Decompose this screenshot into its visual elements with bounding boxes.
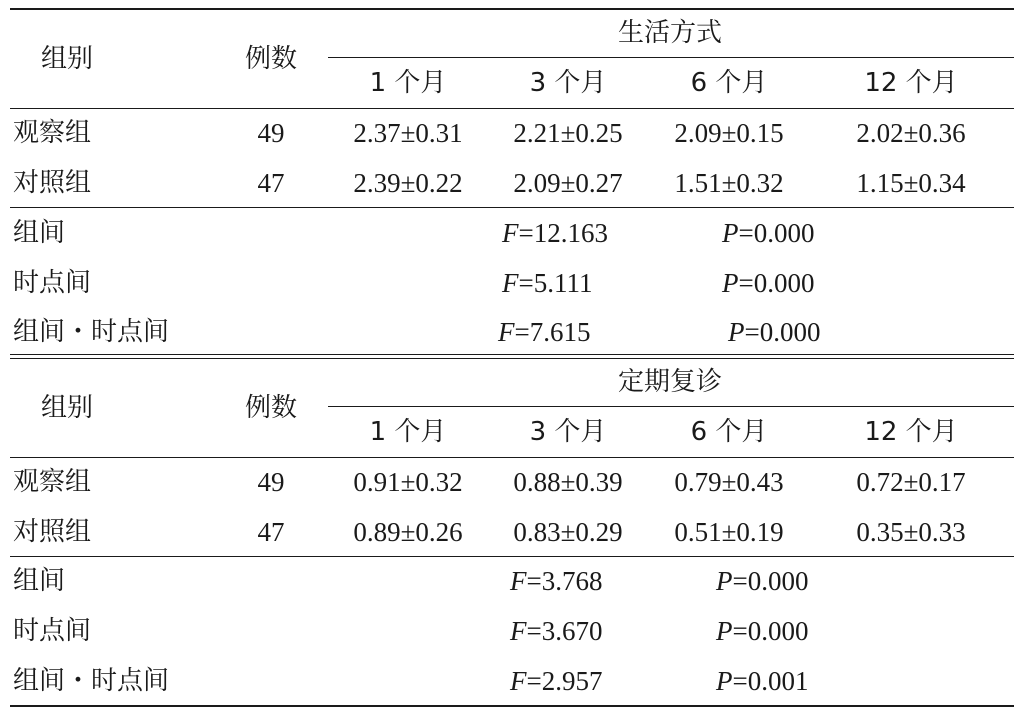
row-group-label: 对照组: [13, 168, 92, 198]
table-cell: 0.89±0.26: [353, 517, 463, 547]
month-header: 12 个月: [864, 68, 958, 98]
header-rule: [10, 108, 1014, 109]
month-header: 1 个月: [369, 417, 447, 447]
month-header: 6 个月: [690, 417, 768, 447]
f-statistic: F=2.957: [510, 666, 603, 696]
header-rule: [10, 457, 1014, 458]
bottom-rule: [10, 705, 1014, 707]
f-statistic: F=3.670: [510, 616, 603, 646]
row-group-label: 观察组: [13, 118, 92, 148]
table-cell: 2.39±0.22: [353, 168, 463, 198]
table-cell: 0.35±0.33: [856, 517, 966, 547]
table-cell: 2.09±0.27: [513, 168, 623, 198]
row-count: 47: [257, 168, 285, 198]
table-cell: 1.51±0.32: [674, 168, 784, 198]
table-cell: 2.02±0.36: [856, 118, 966, 148]
f-statistic: F=3.768: [510, 566, 603, 596]
stat-label: 时点间: [13, 616, 92, 646]
table-cell: 0.79±0.43: [674, 467, 784, 497]
table-cell: 0.83±0.29: [513, 517, 623, 547]
stat-label: 组间・时点间: [13, 666, 170, 696]
table-cell: 0.88±0.39: [513, 467, 623, 497]
top-rule: [10, 8, 1014, 10]
table-cell: 1.15±0.34: [856, 168, 966, 198]
p-value: P=0.000: [716, 616, 809, 646]
row-count: 49: [257, 118, 285, 148]
data-rule: [10, 207, 1014, 208]
span-header-lifestyle: 生活方式: [617, 18, 723, 48]
header-count: 例数: [244, 44, 298, 74]
row-count: 49: [257, 467, 285, 497]
stat-label: 时点间: [13, 268, 92, 298]
month-header: 1 个月: [369, 68, 447, 98]
f-statistic: F=5.111: [502, 268, 593, 298]
f-statistic: F=12.163: [502, 218, 608, 248]
table-cell: 0.72±0.17: [856, 467, 966, 497]
span-rule: [328, 57, 1014, 58]
table-cell: 2.37±0.31: [353, 118, 463, 148]
stat-label: 组间: [13, 566, 66, 596]
table-cell: 2.09±0.15: [674, 118, 784, 148]
section-divider-rule: [10, 358, 1014, 359]
p-value: P=0.001: [716, 666, 809, 696]
row-count: 47: [257, 517, 285, 547]
data-rule: [10, 556, 1014, 557]
stat-label: 组间: [13, 218, 66, 248]
row-group-label: 对照组: [13, 517, 92, 547]
table-cell: 0.51±0.19: [674, 517, 784, 547]
header-count: 例数: [244, 393, 298, 423]
month-header: 12 个月: [864, 417, 958, 447]
table-cell: 0.91±0.32: [353, 467, 463, 497]
p-value: P=0.000: [716, 566, 809, 596]
span-rule: [328, 406, 1014, 407]
table-cell: 2.21±0.25: [513, 118, 623, 148]
month-header: 3 个月: [529, 417, 607, 447]
month-header: 3 个月: [529, 68, 607, 98]
p-value: P=0.000: [728, 317, 821, 347]
p-value: P=0.000: [722, 218, 815, 248]
row-group-label: 观察组: [13, 467, 92, 497]
header-group: 组别: [40, 44, 94, 74]
p-value: P=0.000: [722, 268, 815, 298]
section-divider-rule: [10, 354, 1014, 355]
month-header: 6 个月: [690, 68, 768, 98]
span-header-followup: 定期复诊: [617, 367, 723, 397]
f-statistic: F=7.615: [498, 317, 591, 347]
header-group: 组别: [40, 393, 94, 423]
stat-label: 组间・时点间: [13, 317, 170, 347]
